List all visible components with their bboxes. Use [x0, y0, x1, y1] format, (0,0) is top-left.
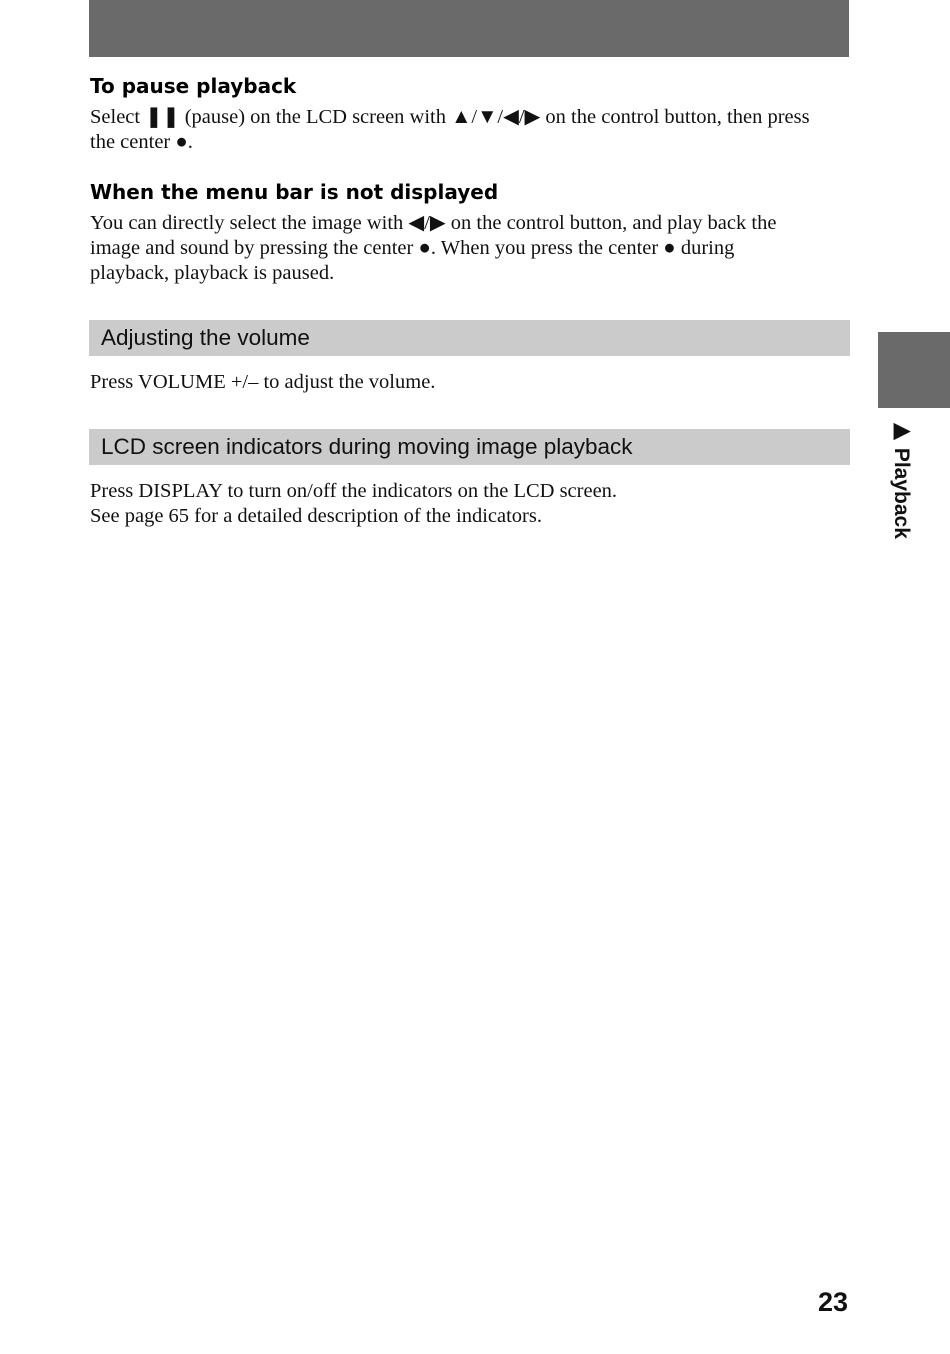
menu-bar-heading: When the menu bar is not displayed	[90, 180, 499, 204]
chapter-tab	[878, 332, 950, 408]
menu-bar-line-2: image and sound by pressing the center ●. When you press the center ● during	[90, 237, 735, 259]
lcd-line-1: Press DISPLAY to turn on/off the indicators on the LCD screen.	[90, 480, 618, 502]
page-number: 23	[817, 1287, 848, 1317]
lcd-line-2: See page 65 for a detailed description of the indicators.	[90, 505, 542, 527]
adjusting-volume-section-title: Adjusting the volume	[89, 320, 850, 356]
chapter-tab-label: ▶ Playback	[890, 418, 913, 539]
pause-playback-text	[90, 105, 850, 155]
pause-playback-heading: To pause playback	[90, 74, 297, 98]
menu-bar-line-3: playback, playback is paused.	[90, 262, 335, 284]
volume-line-1: Press VOLUME +/– to adjust the volume.	[90, 371, 436, 393]
lcd-indicators-section-title: LCD screen indicators during moving image playback	[89, 429, 850, 465]
menu-bar-line-1: You can directly select the image with ◀/▶ on the control button, and play back the	[90, 212, 777, 234]
pause-line-2: the center ●.	[90, 131, 193, 153]
pause-line-1: Select ❚❚ (pause) on the LCD screen with ▲/▼/◀/▶ on the control button, then press	[90, 106, 810, 128]
menu-bar-text	[90, 211, 850, 286]
header-bar	[89, 0, 849, 57]
adjusting-volume-text	[90, 370, 850, 395]
lcd-indicators-text	[90, 479, 850, 529]
